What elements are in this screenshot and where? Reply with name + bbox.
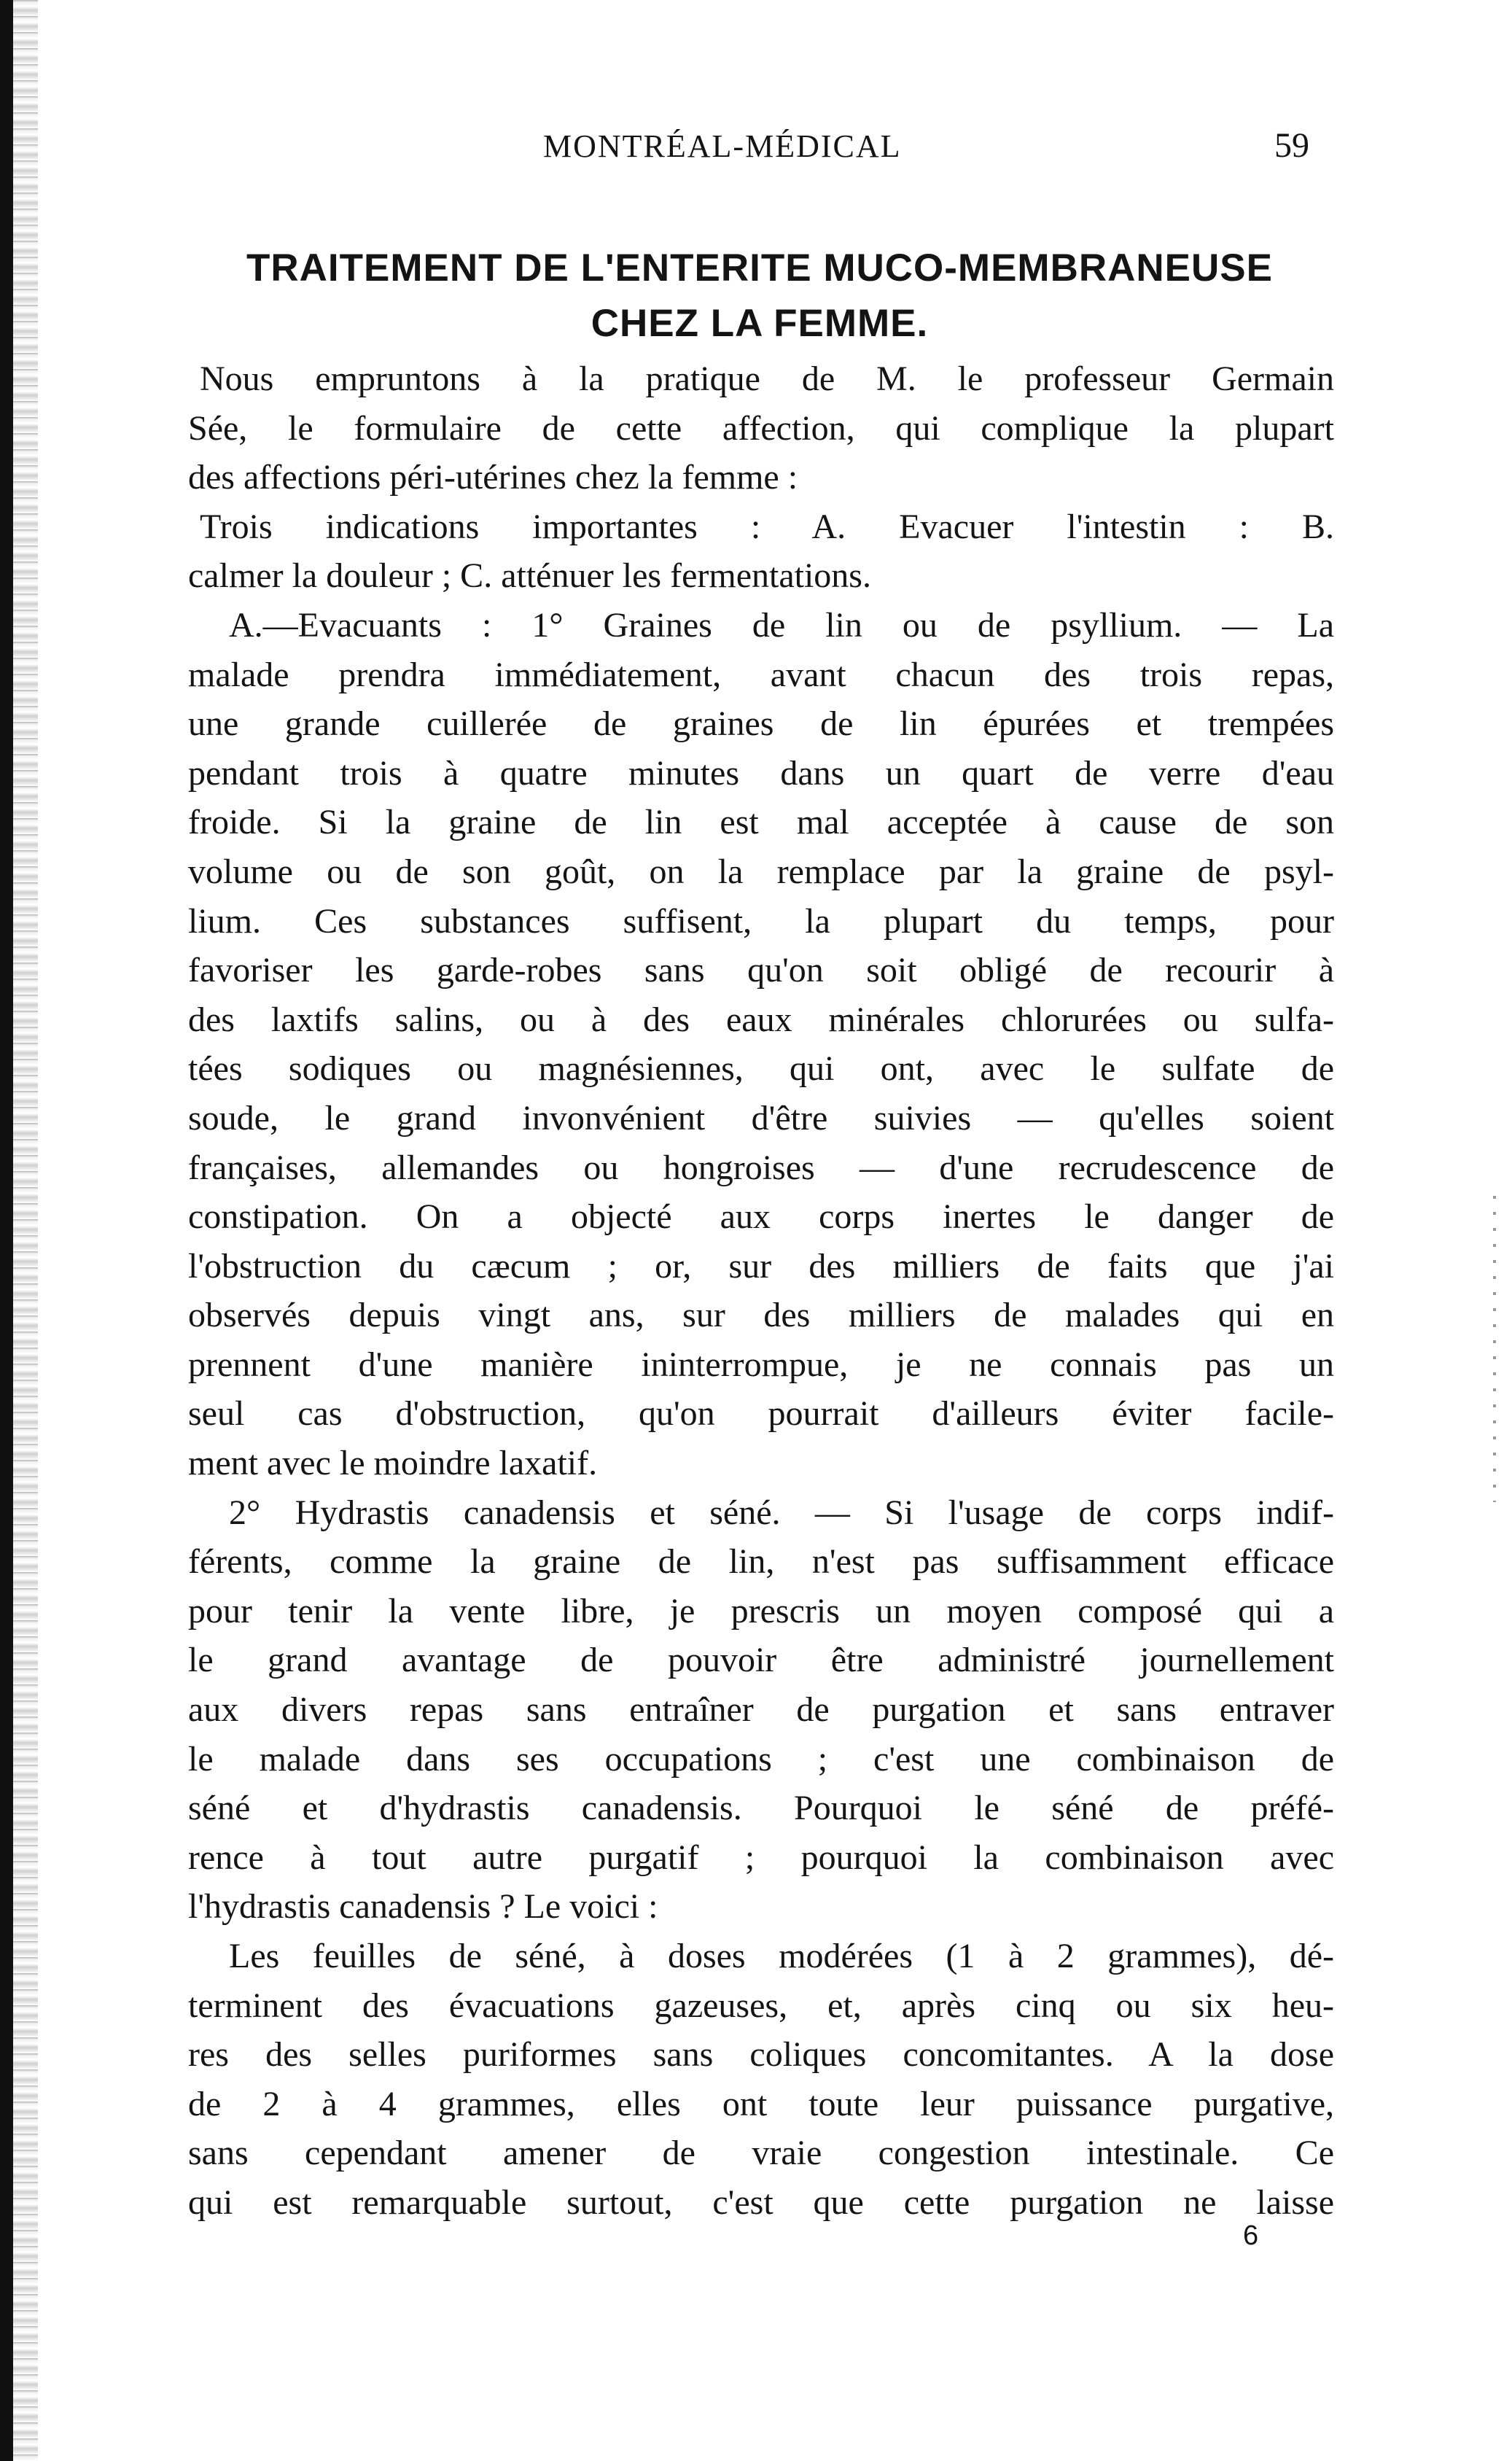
body-line: observés depuis vingt ans, sur des milliers de malades qui en <box>188 1296 1334 1335</box>
body-line: terminent des évacuations gazeuses, et, après cinq ou six heu- <box>188 1986 1334 2025</box>
page-number: 59 <box>1274 126 1309 165</box>
body-line: sans cependant amener de vraie congestion intestinale. Ce <box>188 2134 1334 2173</box>
body-line: aux divers repas sans entraîner de purgation et sans entraver <box>188 1690 1334 1730</box>
body-line: rence à tout autre purgatif ; pourquoi la combinaison avec <box>188 1838 1334 1877</box>
article-body <box>188 354 1334 2228</box>
article-title-line-2: CHEZ LA FEMME. <box>591 302 929 345</box>
body-line: une grande cuillerée de graines de lin épurées et trempées <box>188 704 1334 744</box>
body-line: favoriser les garde-robes sans qu'on soit obligé de recourir à <box>188 951 1334 990</box>
body-line: constipation. On a objecté aux corps inertes le danger de <box>188 1197 1334 1237</box>
body-line: le grand avantage de pouvoir être administré journellement <box>188 1641 1334 1680</box>
body-line: pendant trois à quatre minutes dans un quart de verre d'eau <box>188 753 1334 793</box>
body-line: qui est remarquable surtout, c'est que cette purgation ne laisse <box>188 2182 1334 2222</box>
body-line: ment avec le moindre laxatif. <box>188 1444 598 1483</box>
body-line: lium. Ces substances suffisent, la plupart du temps, pour <box>188 901 1334 941</box>
body-line: volume ou de son goût, on la remplace par la graine de psyl- <box>188 852 1334 891</box>
body-line: l'hydrastis canadensis ? Le voici : <box>188 1887 658 1927</box>
article-title-line-1: TRAITEMENT DE L'ENTERITE MUCO-MEMBRANEUSE <box>246 246 1274 289</box>
body-line: de 2 à 4 grammes, elles ont toute leur puissance purgative, <box>188 2084 1334 2123</box>
body-line: froide. Si la graine de lin est mal acceptée à cause de son <box>188 803 1334 842</box>
signature-mark: 6 <box>1243 2220 1259 2251</box>
body-line: l'obstruction du cæcum ; or, sur des milliers de faits que j'ai <box>188 1246 1334 1286</box>
body-line: prennent d'une manière ininterrompue, je ne connais pas un <box>188 1345 1334 1384</box>
scan-binding-edge <box>0 0 13 2461</box>
body-line: 2° Hydrastis canadensis et séné. — Si l'usage de corps indif- <box>229 1493 1334 1532</box>
body-line: Sée, le formulaire de cette affection, qui complique la plupart <box>188 408 1334 448</box>
body-line: soude, le grand invonvénient d'être suivies — qu'elles soient <box>188 1098 1334 1138</box>
body-line: séné et d'hydrastis canadensis. Pourquoi le séné de préfé- <box>188 1789 1334 1828</box>
body-line: des laxtifs salins, ou à des eaux minérales chlorurées ou sulfa- <box>188 1000 1334 1039</box>
body-line: Trois indications importantes : A. Evacuer l'intestin : B. <box>200 507 1334 546</box>
body-line: malade prendra immédiatement, avant chacun des trois repas, <box>188 655 1334 694</box>
body-line: françaises, allemandes ou hongroises — d'une recrudescence de <box>188 1148 1334 1187</box>
article-title <box>206 241 1314 351</box>
body-line: calmer la douleur ; C. atténuer les fermentations. <box>188 556 871 596</box>
scan-binding-shadow <box>13 0 38 2461</box>
body-line: Nous empruntons à la pratique de M. le professeur Germain <box>200 359 1334 398</box>
body-line: A.—Evacuants : 1° Graines de lin ou de psyllium. — La <box>229 605 1334 645</box>
scan-margin-dots <box>1493 1196 1496 1502</box>
body-line: seul cas d'obstruction, qu'on pourrait d'ailleurs éviter facile- <box>188 1394 1334 1434</box>
body-line: pour tenir la vente libre, je prescris un moyen composé qui a <box>188 1591 1334 1630</box>
body-line: res des selles puriformes sans coliques concomitantes. A la dose <box>188 2035 1334 2075</box>
body-line: tées sodiques ou magnésiennes, qui ont, avec le sulfate de <box>188 1049 1334 1089</box>
body-line: le malade dans ses occupations ; c'est une combinaison de <box>188 1739 1334 1778</box>
body-line: férents, comme la graine de lin, n'est pas suffisamment efficace <box>188 1542 1334 1582</box>
body-line: des affections péri-utérines chez la femme : <box>188 458 798 497</box>
body-line: Les feuilles de séné, à doses modérées (1 à 2 grammes), dé- <box>229 1937 1334 1975</box>
running-head: MONTRÉAL-MÉDICAL <box>543 128 902 164</box>
